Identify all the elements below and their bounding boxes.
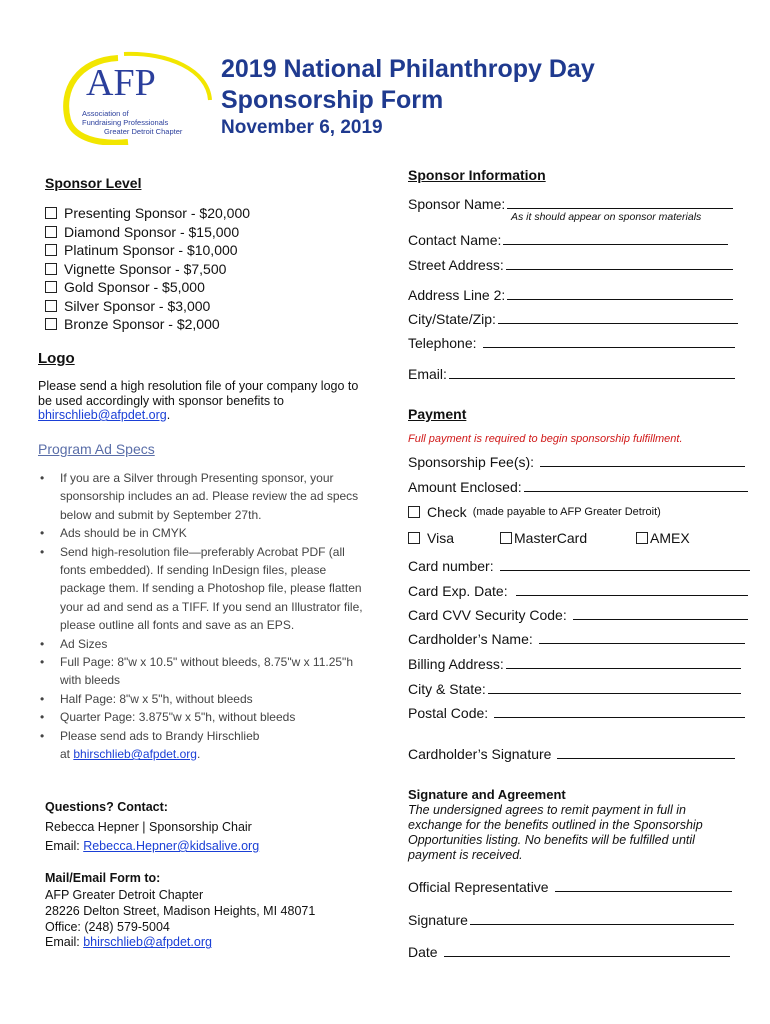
- checkbox[interactable]: [500, 532, 512, 544]
- amex-option[interactable]: AMEX: [636, 530, 690, 546]
- level-option[interactable]: Diamond Sponsor - $15,000: [45, 223, 250, 242]
- payment-heading: Payment: [408, 406, 467, 422]
- level-option[interactable]: Gold Sponsor - $5,000: [45, 278, 250, 297]
- questions-heading: Questions? Contact:: [45, 800, 168, 814]
- list-item: • If you are a Silver through Presenting sponsor, your sponsorship includes an ad. Please review the ad specs below and submit by September 27th.: [40, 471, 359, 522]
- checkbox[interactable]: [45, 207, 57, 219]
- level-option[interactable]: Presenting Sponsor - $20,000: [45, 204, 250, 223]
- sponsor-level-heading: Sponsor Level: [45, 175, 142, 191]
- svg-text:Fundraising Professionals: Fundraising Professionals: [82, 118, 169, 127]
- ad-specs-list: [38, 469, 368, 764]
- email-field[interactable]: Email:: [408, 366, 735, 382]
- questions-contact: Rebecca Hepner | Sponsorship Chair Email: Rebecca.Hepner@kidsalive.org: [45, 820, 260, 853]
- mastercard-option[interactable]: MasterCard: [500, 530, 587, 546]
- logo-text: AFP: [86, 62, 156, 104]
- checkbox[interactable]: [408, 532, 420, 544]
- checkbox[interactable]: [636, 532, 648, 544]
- signature-field[interactable]: Signature: [408, 912, 734, 928]
- event-date: November 6, 2019: [221, 117, 383, 138]
- logo-heading: Logo: [38, 350, 75, 367]
- sponsor-name-field[interactable]: Sponsor Name:: [408, 196, 733, 212]
- agreement-text: The undersigned agrees to remit payment in full in exchange for the benefits outlined in the Sponsorship Opportunities listing. No benefits will be fulfilled until payment is received.: [408, 803, 703, 862]
- payment-note: Full payment is required to begin sponsorship fulfillment.: [408, 433, 683, 445]
- amount-enclosed-field[interactable]: Amount Enclosed:: [408, 479, 748, 495]
- mail-address: AFP Greater Detroit Chapter 28226 Delton Street, Madison Heights, MI 48071 Office: (248) 579-5004 Email: bhirschlieb@afpdet.org: [45, 888, 316, 950]
- card-cvv-field[interactable]: Card CVV Security Code:: [408, 607, 748, 623]
- card-number-field[interactable]: Card number:: [408, 558, 750, 574]
- agreement-heading: Signature and Agreement: [408, 787, 566, 802]
- mail-heading: Mail/Email Form to:: [45, 871, 161, 885]
- checkbox[interactable]: [408, 506, 420, 518]
- level-option[interactable]: Bronze Sponsor - $2,000: [45, 315, 250, 334]
- sponsor-name-note: As it should appear on sponsor materials: [511, 211, 702, 223]
- ad-specs-heading: Program Ad Specs: [38, 441, 155, 457]
- visa-option[interactable]: Visa: [408, 530, 454, 546]
- checkbox[interactable]: [45, 318, 57, 330]
- cardholder-name-field[interactable]: Cardholder’s Name:: [408, 631, 745, 647]
- afp-logo: [58, 50, 218, 145]
- date-field[interactable]: Date: [408, 944, 730, 960]
- checkbox[interactable]: [45, 244, 57, 256]
- level-option[interactable]: Silver Sponsor - $3,000: [45, 297, 250, 316]
- level-option[interactable]: Platinum Sponsor - $10,000: [45, 241, 250, 260]
- page-title: 2019 National Philanthropy Day Sponsorship Form: [221, 55, 595, 114]
- list-item: • Please send ads to Brandy Hirschlieb at bhirschlieb@afpdet.org.: [40, 728, 260, 762]
- logo-email-link[interactable]: bhirschlieb@afpdet.org: [38, 408, 167, 422]
- list-item: • Quarter Page: 3.875"w x 5"h, without bleeds: [40, 710, 296, 725]
- ads-email-link[interactable]: bhirschlieb@afpdet.org: [73, 747, 197, 762]
- logo-instructions: Please send a high resolution file of your company logo to be used accordingly with sponsor benefits to bhirschlieb@afpdet.org.: [38, 379, 359, 422]
- check-option[interactable]: Check (made payable to AFP Greater Detroit): [408, 504, 661, 520]
- mail-email-link[interactable]: bhirschlieb@afpdet.org: [83, 935, 212, 950]
- sponsorship-fee-field[interactable]: Sponsorship Fee(s):: [408, 454, 745, 470]
- city-state-field[interactable]: City & State:: [408, 681, 741, 697]
- sponsor-info-heading: Sponsor Information: [408, 167, 546, 183]
- svg-text:Association of: Association of: [82, 109, 129, 118]
- svg-text:Greater Detroit Chapter: Greater Detroit Chapter: [104, 127, 183, 136]
- checkbox[interactable]: [45, 226, 57, 238]
- checkbox[interactable]: [45, 263, 57, 275]
- telephone-field[interactable]: Telephone:: [408, 335, 735, 351]
- address-line2-field[interactable]: Address Line 2:: [408, 287, 733, 303]
- checkbox[interactable]: [45, 281, 57, 293]
- city-state-zip-field[interactable]: City/State/Zip:: [408, 311, 738, 327]
- street-address-field[interactable]: Street Address:: [408, 257, 733, 273]
- checkbox[interactable]: [45, 300, 57, 312]
- list-item: • Send high-resolution file—preferably Acrobat PDF (all fonts embedded). If sending InDesign files, please package them. If sending a Photoshop file, please flatten your ad and send as a TIFF. If you send an Illustrator file, please outline all fonts and save as an EPS.: [40, 544, 363, 633]
- list-item: • Full Page: 8"w x 10.5" without bleeds, 8.75"w x 11.25"h with bleeds: [40, 655, 353, 688]
- sponsor-level-list: [45, 204, 250, 334]
- list-item: • Half Page: 8"w x 5"h, without bleeds: [40, 691, 253, 706]
- billing-address-field[interactable]: Billing Address:: [408, 656, 741, 672]
- contact-email-link[interactable]: Rebecca.Hepner@kidsalive.org: [83, 839, 260, 853]
- postal-code-field[interactable]: Postal Code:: [408, 705, 745, 721]
- official-rep-field[interactable]: Official Representative: [408, 879, 732, 895]
- level-option[interactable]: Vignette Sponsor - $7,500: [45, 260, 250, 279]
- list-item: • Ads should be in CMYK: [40, 526, 187, 541]
- cardholder-signature-field[interactable]: Cardholder’s Signature: [408, 746, 735, 762]
- contact-name-field[interactable]: Contact Name:: [408, 232, 728, 248]
- card-exp-field[interactable]: Card Exp. Date:: [408, 583, 748, 599]
- list-item: • Ad Sizes: [40, 636, 108, 651]
